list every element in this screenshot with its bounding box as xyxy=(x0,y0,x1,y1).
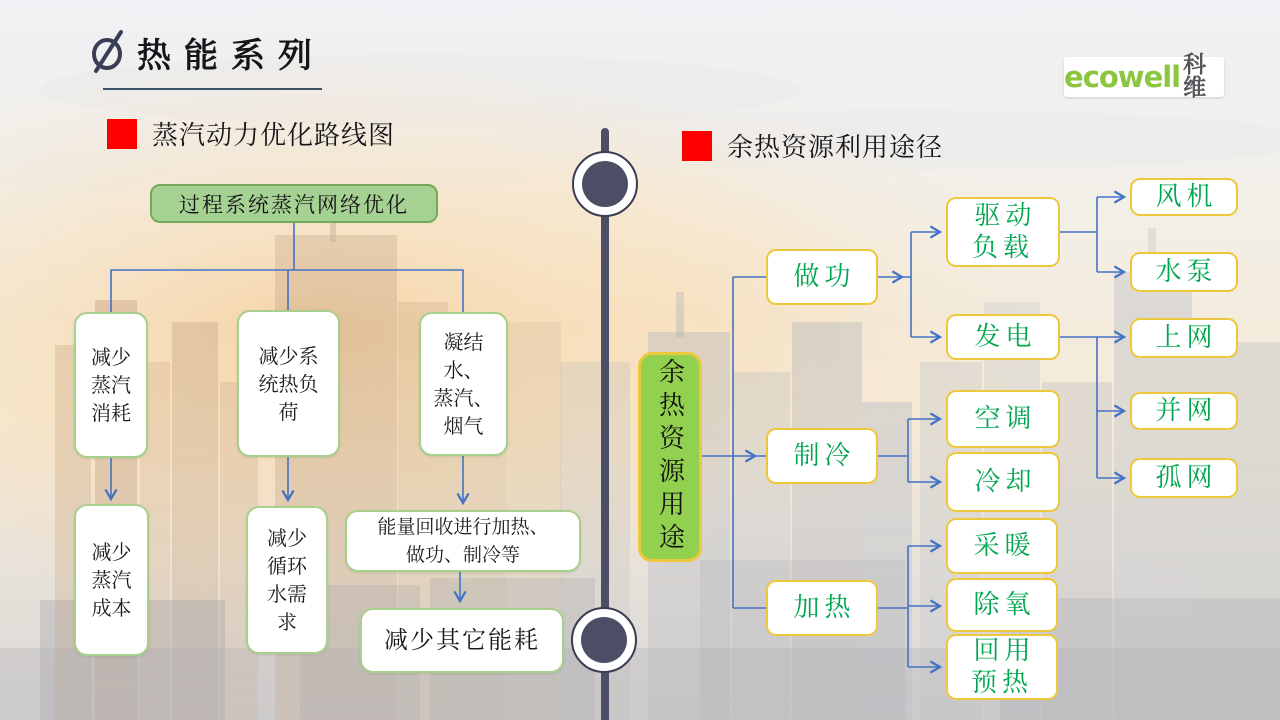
flow-node-condensate-steam-fluegas: 凝结 水、 蒸汽、 烟气 xyxy=(419,312,508,456)
flow-node-refrigeration: 制冷 xyxy=(766,428,878,484)
flow-node-power-generation: 发电 xyxy=(946,314,1060,360)
right-section-header xyxy=(682,127,943,164)
flow-node-cooling-down: 冷却 xyxy=(946,452,1060,512)
logo-brand-text: ecowell xyxy=(1064,59,1181,94)
page-title: 热能系列 xyxy=(137,36,325,76)
ecowell-logo xyxy=(1064,52,1224,101)
flow-node-reduce-steam-cost: 减少 蒸汽 成本 xyxy=(74,504,149,656)
left-section-title: 蒸汽动力优化路线图 xyxy=(152,121,396,151)
flow-node-do-work: 做功 xyxy=(766,249,878,305)
flow-node-steam-network-optimization: 过程系统蒸汽网络优化 xyxy=(150,184,438,223)
flow-node-heating: 加热 xyxy=(766,580,878,636)
flow-node-fan: 风机 xyxy=(1130,178,1238,216)
logo-brand-cn-text: 科维 xyxy=(1183,52,1207,101)
left-section-header xyxy=(107,115,395,152)
empty-set-icon xyxy=(90,28,128,74)
right-section-title: 余热资源利用途径 xyxy=(727,133,944,163)
red-square-bullet xyxy=(682,131,712,161)
flow-node-reduce-steam-consumption: 减少 蒸汽 消耗 xyxy=(74,312,148,458)
flow-node-reduce-system-heat-load: 减少系 统热负 荷 xyxy=(237,310,340,457)
flow-node-grid-connected: 并网 xyxy=(1130,392,1238,430)
flow-node-air-conditioning: 空调 xyxy=(946,390,1060,448)
flow-node-space-heating: 采暖 xyxy=(946,518,1058,574)
flow-node-energy-recovery: 能量回收进行加热、 做功、制冷等 xyxy=(345,510,581,572)
title-underline xyxy=(103,88,322,90)
flow-node-deoxygenation: 除氧 xyxy=(946,578,1058,632)
flow-node-reduce-other-energy: 减少其它能耗 xyxy=(360,608,564,673)
flow-node-water-pump: 水泵 xyxy=(1130,252,1238,292)
flow-node-waste-heat-uses-root: 余热资源用途 xyxy=(638,352,702,562)
flow-node-island-grid: 孤网 xyxy=(1130,458,1238,498)
flow-node-reduce-cooling-water-demand: 减少 循环 水需 求 xyxy=(246,506,328,654)
flow-node-grid-feed: 上网 xyxy=(1130,318,1238,358)
flow-node-reuse-preheat: 回用 预热 xyxy=(946,634,1058,700)
red-square-bullet xyxy=(107,119,137,149)
flow-node-drive-load: 驱动 负载 xyxy=(946,197,1060,267)
